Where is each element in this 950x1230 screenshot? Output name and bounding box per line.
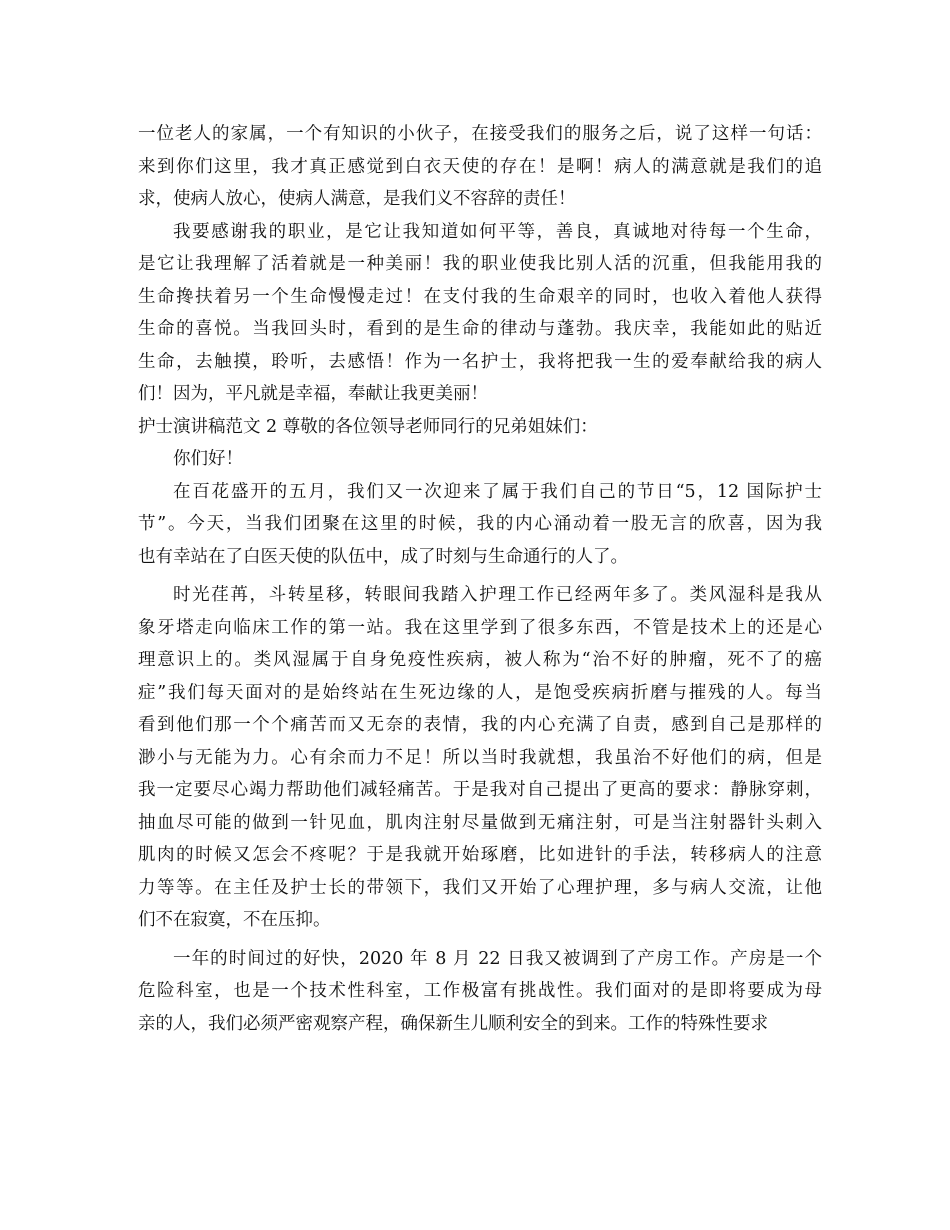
text-line: 危险科室，也是一个技术性科室，工作极富有挑战性。我们面对的是即将要成为母 [138, 981, 822, 1001]
text-line: 渺小与无能为力。心有余而力不足！所以当时我就想，我虽治不好他们的病，但是 [138, 747, 822, 768]
text-line: 们！因为，平凡就是幸福，奉献让我更美丽！ [138, 384, 488, 404]
text-line: 症”我们每天面对的是始终站在生死边缘的人，是饱受疾病折磨与摧残的人。每当 [138, 682, 822, 703]
text-line: 一位老人的家属，一个有知识的小伙子，在接受我们的服务之后，说了这样一句话： [138, 124, 822, 144]
text-line: 亲的人，我们必须严密观察产程，确保新生儿顺利安全的到来。工作的特殊性要求 [138, 1013, 768, 1034]
text-line: 理意识上的。类风湿属于自身免疫性疾病，被人称为“治不好的肿瘤，死不了的癌 [138, 650, 822, 670]
text-line: 生命搀扶着另一个生命慢慢走过！在支付我的生命艰辛的同时，也收入着他人获得 [138, 286, 822, 307]
text-line: 一年的时间过的好快，2020 年 8 月 22 日我又被调到了产房工作。产房是一个 [173, 948, 822, 969]
text-line: 力等等。在主任及护士长的带领下，我们又开始了心理护理，多与病人交流，让他 [138, 877, 822, 898]
text-line: 节”。今天，当我们团聚在这里的时候，我的内心涌动着一股无言的欣喜，因为我 [138, 514, 822, 534]
text-line: 来到你们这里，我才真正感觉到白衣天使的存在！是啊！病人的满意就是我们的追 [138, 156, 822, 177]
text-line: 护士演讲稿范文 2 尊敬的各位领导老师同行的兄弟姐妹们： [138, 416, 598, 437]
text-line: 求，使病人放心，使病人满意，是我们义不容辞的责任！ [138, 189, 576, 209]
text-line: 是它让我理解了活着就是一种美丽！我的职业使我比别人活的沉重，但我能用我的 [138, 254, 822, 274]
text-line: 我要感谢我的职业，是它让我知道如何平等，善良，真诚地对待每一个生命， [173, 221, 822, 242]
text-line: 象牙塔走向临床工作的第一站。我在这里学到了很多东西，不管是技术上的还是心 [138, 617, 822, 638]
text-line: 看到他们那一个个痛苦而又无奈的表情，我的内心充满了自责，感到自己是那样的 [138, 715, 822, 735]
text-line: 生命，去触摸，聆听，去感悟！作为一名护士，我将把我一生的爱奉献给我的病人 [138, 351, 822, 372]
text-line: 肌肉的时候又怎会不疼呢？于是我就开始琢磨，比如进针的手法，转移病人的注意 [138, 845, 822, 865]
text-line: 生命的喜悦。当我回头时，看到的是生命的律动与蓬勃。我庆幸，我能如此的贴近 [138, 319, 822, 339]
text-line: 我一定要尽心竭力帮助他们减轻痛苦。于是我对自己提出了更高的要求：静脉穿刺， [138, 780, 822, 800]
text-line: 在百花盛开的五月，我们又一次迎来了属于我们自己的节日“5，12 国际护士 [173, 481, 822, 502]
text-line: 也有幸站在了白医天使的队伍中，成了时刻与生命通行的人了。 [138, 546, 628, 567]
text-line: 时光荏苒，斗转星移，转眼间我踏入护理工作已经两年多了。类风湿科是我从 [173, 585, 822, 605]
text-line: 你们好！ [173, 449, 243, 469]
text-line: 们不在寂寞，不在压抑。 [138, 910, 331, 930]
document-page [138, 118, 822, 1040]
text-line: 抽血尽可能的做到一针见血，肌肉注射尽量做到无痛注射，可是当注射器针头刺入 [138, 812, 822, 833]
